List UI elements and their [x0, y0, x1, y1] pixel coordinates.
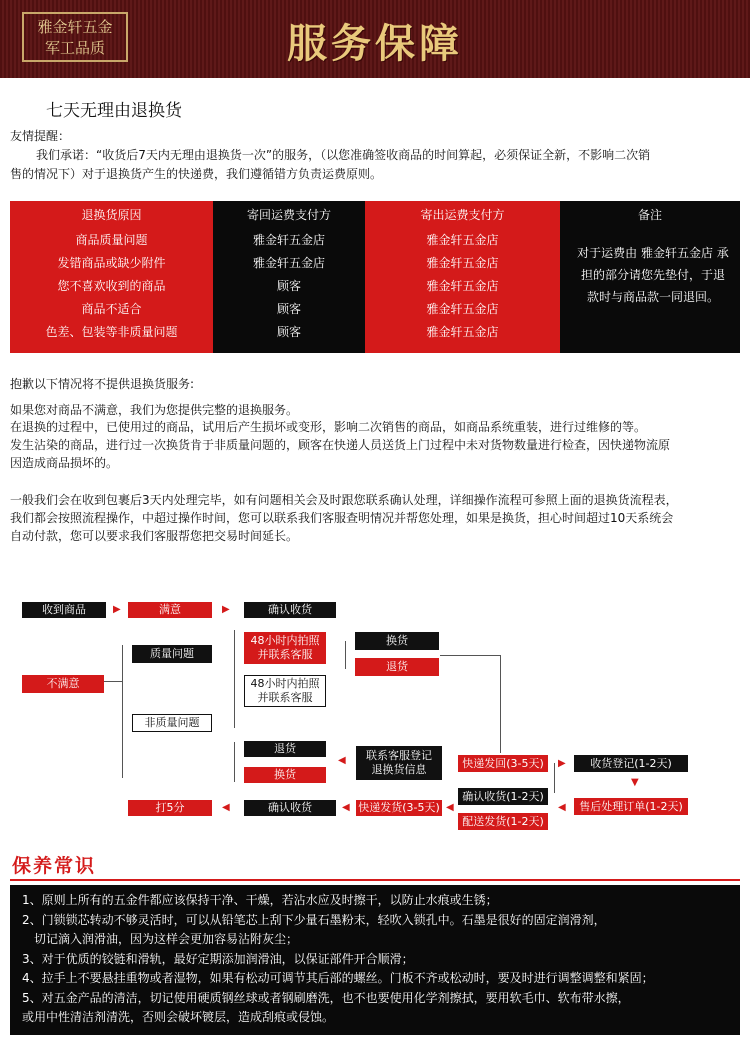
table-header-note: 备注 [560, 201, 740, 229]
care-tips-box [10, 885, 740, 1035]
exclusions-line: 发生沾染的商品，进行过一次换货肯于非质量问题的，顾客在快递人员送货上门过程中未对货物数量进行检查，因快递物流原 [10, 438, 671, 452]
flow-return: 退货 [355, 658, 439, 676]
arrow-right-icon: ▶ [113, 604, 121, 615]
flow-satisfied: 满意 [128, 602, 212, 618]
arrow-left-icon: ◀ [338, 755, 346, 766]
care-item: 1、原则上所有的五金件都应该保持干净、干燥，若沾水应及时擦干，以防止水痕或生锈； [22, 893, 498, 907]
care-item: 5、对五金产品的清洁，切记使用硬质钢丝球或者钢刷磨洗，也不也要使用化学剂擦拭，要用软毛巾、软布带水擦， [22, 990, 630, 1005]
flow-contact-cs [356, 746, 442, 780]
photo-line: 并联系客服 [257, 648, 313, 661]
table-note [570, 242, 736, 308]
arrow-left-icon: ◀ [558, 802, 566, 813]
exclusions-heading: 抱歉以下情况将不提供退换货服务: [10, 377, 195, 391]
exclusions-line: 因造成商品损坏的。 [10, 456, 119, 470]
processing-line: 一般我们会在收到包裹后3天内处理完毕，如有问题相关会及时跟您联系确认处理，详细操作流程可参照上面的退换货流程表， [10, 493, 678, 507]
flow-connector [500, 655, 501, 753]
arrow-down-icon: ▼ [631, 777, 639, 788]
care-item: 3、对于优质的铰链和滑轨，最好定期添加润滑油，以保证部件开合顺滑； [22, 951, 414, 966]
page-title: 服务保障 [287, 20, 463, 67]
send-payer-item: 雅金轩五金店 [426, 279, 499, 293]
care-title: 保养常识 [12, 855, 97, 877]
exclusions-line: 如果您对商品不满意，我们为您提供完整的退换服务。 [10, 403, 299, 417]
photo-line: 48小时内拍照 [250, 677, 320, 690]
reminder-label: 友情提醒： [10, 129, 71, 143]
flow-photo-contact-2 [244, 675, 326, 707]
send-payer-item: 雅金轩五金店 [426, 302, 499, 316]
reason-column [10, 229, 213, 353]
logo-line-1: 雅金轩五金 [37, 18, 113, 36]
return-payer-item: 顾客 [276, 279, 301, 293]
flow-connector [345, 641, 346, 669]
photo-line: 并联系客服 [257, 691, 313, 704]
table-header-return-payer: 寄回运费支付方 [213, 201, 365, 229]
flow-after-sale: 售后处理订单(1-2天) [574, 798, 688, 815]
cs-line: 退换货信息 [371, 763, 427, 776]
flow-received: 收到商品 [22, 602, 106, 618]
cs-line: 联系客服登记 [366, 749, 432, 762]
send-payer-item: 雅金轩五金店 [426, 256, 499, 270]
return-payer-item: 雅金轩五金店 [252, 233, 325, 247]
promise-line-2: 售的情况下）对于退换货产生的快递费，我们遵循错方负责运费原则。 [10, 167, 383, 181]
flow-rate-5: 打5分 [128, 800, 212, 816]
care-item: 或用中性清洁剂清洗，否则会破坏镀层，造成刮痕或侵蚀。 [22, 1010, 335, 1024]
table-header-reason: 退换货原因 [10, 201, 213, 229]
processing-line: 自动付款，您可以要求我们客服帮您把交易时间延长。 [10, 529, 299, 543]
flow-unsatisfied: 不满意 [22, 675, 104, 693]
care-item: 2、门锁锁芯转动不够灵活时，可以从铅笔芯上刮下少量石墨粉末，轻吹入锁孔中。石墨是很好的固定润滑剂， [22, 912, 606, 927]
arrow-left-icon: ◀ [222, 802, 230, 813]
note-line-3: 款时与商品款一同退回。 [586, 290, 719, 304]
return-payer-item: 顾客 [276, 325, 301, 339]
return-policy-title: 七天无理由退换货 [46, 101, 182, 121]
send-payer-item: 雅金轩五金店 [426, 233, 499, 247]
header-banner [0, 0, 750, 78]
flow-photo-contact-1 [244, 632, 326, 664]
send-payer-column [365, 229, 560, 353]
care-item: 4、拉手上不要悬挂重物或者湿物，如果有松动可调节其后部的螺丝。门板不齐或松动时，要及时进行调整调整和紧固； [22, 971, 654, 985]
flow-receive-register: 收货登记(1-2天) [574, 755, 688, 772]
flow-confirm-receipt-2: 确认收货 [244, 800, 336, 816]
send-payer-item: 雅金轩五金店 [426, 325, 499, 339]
reason-item: 商品质量问题 [75, 233, 148, 247]
exclusions-line: 在退换的过程中，已使用过的商品，试用后产生损坏或变形，影响二次销售的商品，如商品系统重装，进行过维修的等。 [10, 420, 647, 434]
flow-confirm-receipt: 确认收货 [244, 602, 336, 618]
arrow-right-icon: ▶ [558, 758, 566, 769]
care-divider [10, 879, 740, 881]
flow-connector [122, 645, 123, 778]
flow-connector [104, 681, 122, 682]
flow-connector [440, 655, 500, 656]
arrow-right-icon: ▶ [222, 604, 230, 615]
flow-quality-issue: 质量问题 [132, 645, 212, 663]
flow-exchange-2: 换货 [244, 767, 326, 783]
note-line-2: 担的部分请您先垫付，于退 [580, 268, 725, 282]
reason-item: 商品不适合 [81, 302, 142, 316]
table-header-send-payer: 寄出运费支付方 [365, 201, 560, 229]
flow-connector [554, 763, 555, 793]
flow-connector [234, 630, 235, 728]
return-payer-column [213, 229, 365, 353]
flow-connector [234, 742, 235, 782]
processing-line: 我们都会按照流程操作，中超过操作时间，您可以联系我们客服查明情况并帮您处理，如果是换货，担心时间超过10天系统会 [10, 511, 674, 525]
care-item: 切记滴入润滑油，因为这样会更加容易沾附灰尘； [34, 932, 299, 946]
promise-line-1: 我们承诺：“收货后7天内无理由退换货一次”的服务，（以您准确签收商品的时间算起，必须保证全新，不影响二次销 [36, 148, 651, 162]
return-payer-item: 雅金轩五金店 [252, 256, 325, 270]
logo-line-2: 军工品质 [44, 39, 105, 57]
arrow-left-icon: ◀ [342, 802, 350, 813]
flow-confirm-receipt-3: 确认收货(1-2天) [458, 788, 548, 805]
flow-ship-back: 快递发回(3-5天) [458, 755, 548, 772]
flow-deliver: 配送发货(1-2天) [458, 813, 548, 830]
flow-non-quality-issue: 非质量问题 [132, 714, 212, 732]
reason-item: 发错商品或缺少附件 [57, 256, 166, 270]
flow-return-2: 退货 [244, 741, 326, 757]
note-line-1: 对于运费由 雅金轩五金店 承 [577, 246, 729, 260]
flow-exchange: 换货 [355, 632, 439, 650]
reason-item: 色差、包装等非质量问题 [45, 325, 178, 339]
flow-ship-out: 快递发货(3-5天) [356, 800, 442, 816]
return-payer-item: 顾客 [276, 302, 301, 316]
arrow-left-icon: ◀ [446, 802, 454, 813]
reason-item: 您不喜欢收到的商品 [57, 279, 166, 293]
photo-line: 48小时内拍照 [250, 634, 320, 647]
